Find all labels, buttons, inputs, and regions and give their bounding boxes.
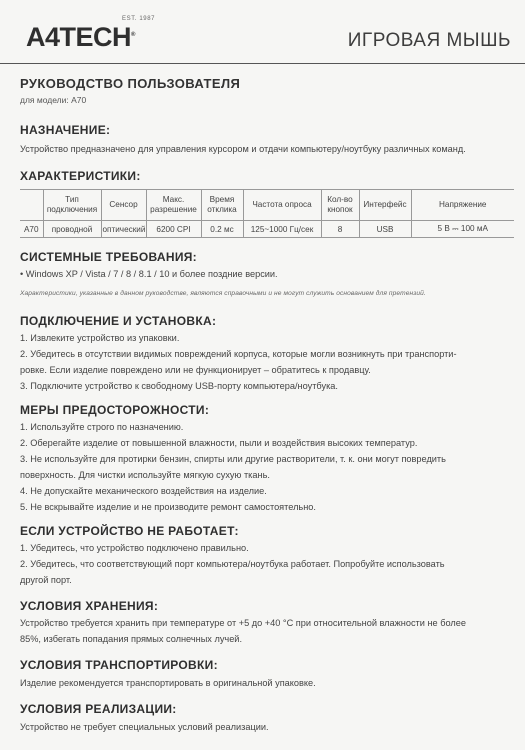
- specs-heading: ХАРАКТЕРИСТИКИ:: [20, 169, 141, 183]
- list-item: 3. Подключите устройство к свободному USB-порту компьютера/ноутбука.: [20, 381, 338, 391]
- safety-text: [20, 419, 507, 515]
- col-header-response: Время отклика: [201, 190, 243, 221]
- list-item: 85%, избегать попадания прямых солнечных лучей.: [20, 634, 242, 644]
- list-item: 2. Убедитесь, что соответствующий порт компьютера/ноутбука работает. Попробуйте использовать: [20, 559, 445, 569]
- logo-est-text: EST. 1987: [122, 16, 156, 22]
- col-header-buttons: Кол-во кнопок: [321, 190, 359, 221]
- list-item: другой порт.: [20, 575, 72, 585]
- col-header-interface: Интерфейс: [359, 190, 411, 221]
- transport-line: Изделие рекомендуется транспортировать в оригинальной упаковке.: [20, 678, 316, 688]
- table-row: [20, 221, 514, 238]
- purpose-text: [20, 141, 507, 157]
- troubleshoot-heading: ЕСЛИ УСТРОЙСТВО НЕ РАБОТАЕТ:: [20, 524, 239, 538]
- list-item: ровке. Если изделие повреждено или не функционирует – обратитесь к продавцу.: [20, 365, 371, 375]
- registered-mark: ®: [131, 32, 135, 38]
- purpose-line: Устройство предназначено для управления курсором и отдачи компьютеру/ноутбуку различных команд.: [20, 144, 466, 154]
- list-item: 4. Не допускайте механического воздействия на изделие.: [20, 486, 267, 496]
- system-text: [20, 266, 507, 282]
- transport-heading: УСЛОВИЯ ТРАНСПОРТИРОВКИ:: [20, 658, 218, 672]
- sale-line: Устройство не требует специальных условий реализации.: [20, 722, 269, 732]
- list-item: 1. Убедитесь, что устройство подключено правильно.: [20, 543, 249, 553]
- list-item: 1. Извлеките устройство из упаковки.: [20, 333, 180, 343]
- cell-interface: USB: [359, 221, 411, 238]
- cell-model: A70: [20, 221, 43, 238]
- list-item: 3. Не используйте для протирки бензин, спирты или другие растворители, т. к. они могут повредить: [20, 454, 446, 464]
- model-subtitle: для модели: A70: [20, 95, 87, 105]
- sale-heading: УСЛОВИЯ РЕАЛИЗАЦИИ:: [20, 702, 177, 716]
- logo-text: A4TECH: [26, 22, 132, 52]
- cell-response: 0.2 мс: [201, 221, 243, 238]
- system-line: • Windows XP / Vista / 7 / 8 / 8.1 / 10 и более поздние версии.: [20, 269, 278, 279]
- storage-heading: УСЛОВИЯ ХРАНЕНИЯ:: [20, 599, 159, 613]
- list-item: 5. Не вскрывайте изделие и не производите ремонт самостоятельно.: [20, 502, 316, 512]
- col-header-resolution: Макс. разрешение: [146, 190, 201, 221]
- list-item: Устройство требуется хранить при температуре от +5 до +40 °С при относительной влажности не более: [20, 618, 466, 628]
- sale-text: [20, 719, 507, 735]
- storage-text: [20, 615, 507, 647]
- list-item: 2. Оберегайте изделие от повышенной влажности, пыли и воздействия высоких температур.: [20, 438, 418, 448]
- cell-sensor: оптический: [101, 221, 146, 238]
- install-heading: ПОДКЛЮЧЕНИЕ И УСТАНОВКА:: [20, 314, 217, 328]
- page-title: РУКОВОДСТВО ПОЛЬЗОВАТЕЛЯ: [20, 76, 241, 91]
- troubleshoot-text: [20, 540, 507, 588]
- col-header-model: [20, 190, 43, 221]
- list-item: 2. Убедитесь в отсутствии видимых повреждений корпуса, которые могли возникнуть при транспорти-: [20, 349, 457, 359]
- specs-header-row: [20, 190, 514, 221]
- logo-wordmark: [26, 24, 135, 51]
- transport-text: [20, 675, 507, 691]
- col-header-connection: Тип подключения: [43, 190, 101, 221]
- specs-table: [20, 189, 514, 238]
- col-header-voltage: Напряжение: [411, 190, 514, 221]
- col-header-sensor: Сенсор: [101, 190, 146, 221]
- system-heading: СИСТЕМНЫЕ ТРЕБОВАНИЯ:: [20, 250, 197, 264]
- product-name: ИГРОВАЯ МЫШЬ: [347, 30, 511, 51]
- disclaimer-note: Характеристики, указанные в данном руководстве, являются справочными и не могут служить основанием для претензий.: [20, 290, 426, 297]
- safety-heading: МЕРЫ ПРЕДОСТОРОЖНОСТИ:: [20, 403, 210, 417]
- cell-connection: проводной: [43, 221, 101, 238]
- col-header-polling: Частота опроса: [243, 190, 321, 221]
- brand-logo: [26, 16, 166, 52]
- list-item: поверхность. Для чистки используйте мягкую сухую ткань.: [20, 470, 270, 480]
- cell-voltage: 5 В ⎓ 100 мА: [411, 221, 514, 238]
- header-divider: [0, 63, 525, 64]
- cell-polling: 125~1000 Гц/сек: [243, 221, 321, 238]
- list-item: 1. Используйте строго по назначению.: [20, 422, 184, 432]
- cell-resolution: 6200 CPI: [146, 221, 201, 238]
- purpose-heading: НАЗНАЧЕНИЕ:: [20, 123, 111, 137]
- install-text: [20, 330, 507, 394]
- cell-buttons: 8: [321, 221, 359, 238]
